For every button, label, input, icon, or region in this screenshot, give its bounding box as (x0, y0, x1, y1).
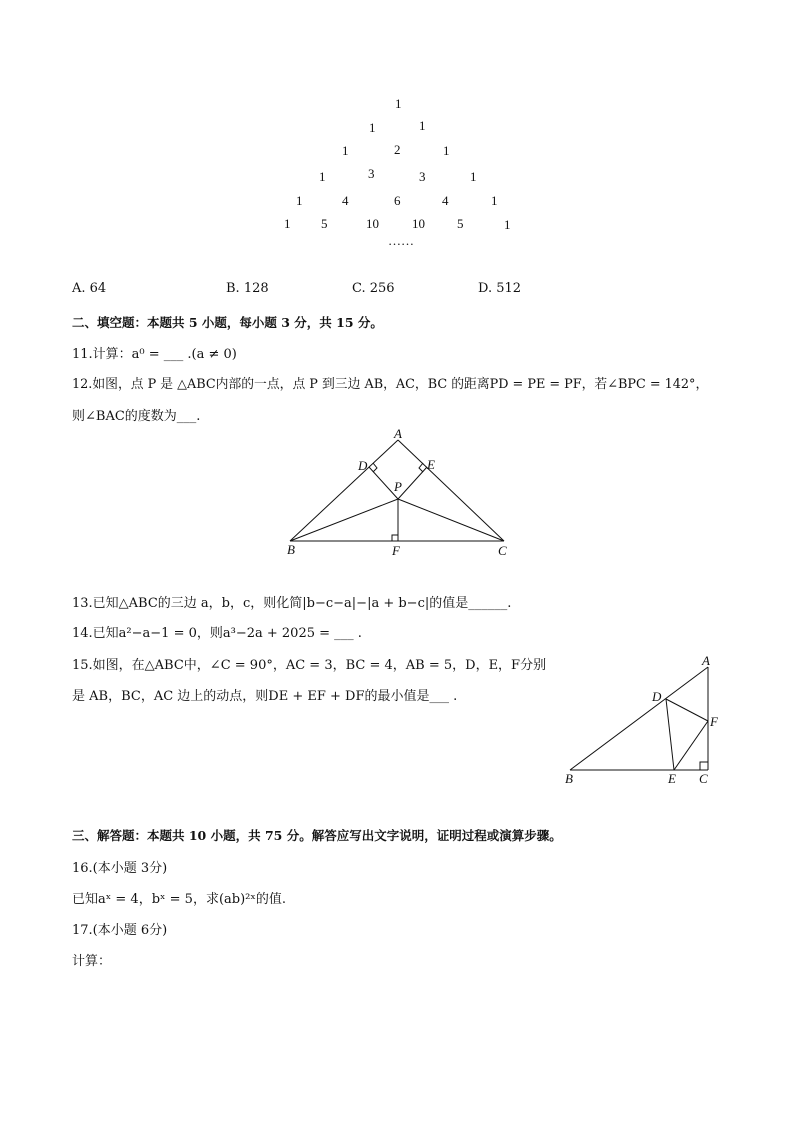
fig15-label-d: D (652, 689, 662, 704)
fig15-segment-df (666, 699, 708, 721)
fig12-label-d: D (358, 458, 368, 473)
section3-heading: 三、解答题：本题共 10 小题，共 75 分。解答应写出文字说明，证明过程或演算步骤。 (72, 828, 562, 843)
fig15-label-b: B (565, 771, 573, 786)
fig15-label-f: F (710, 714, 718, 729)
pascal-ellipsis: …… (388, 233, 414, 248)
pascal-r5-0: 1 (284, 216, 291, 231)
pascal-r5-1: 5 (321, 216, 328, 231)
q10-option-c: C. 256 (352, 281, 395, 296)
fig12-side-ab (290, 440, 398, 541)
q15-text-line2: 是 AB，BC，AC 边上的动点，则DE + EF + DF的最小值是___ . (72, 689, 458, 704)
fig12-side-ac (398, 440, 504, 541)
q16-title: 16.(本小题 3分) (72, 861, 168, 876)
fig15-right-angle-c (700, 762, 708, 770)
fig12-label-p: P (394, 479, 402, 494)
q11-text: 11.计算：a⁰ = ___ .(a ≠ 0) (72, 347, 237, 362)
q12-figure (280, 425, 530, 560)
fig15-label-e: E (668, 771, 676, 786)
pascal-r5-4: 5 (457, 216, 464, 231)
fig12-segment-pb (290, 499, 398, 541)
fig12-label-a: A (394, 426, 402, 441)
fig12-label-c: C (498, 543, 507, 558)
pascal-r2-2: 1 (443, 143, 450, 158)
q14-text: 14.已知a²−a−1 = 0，则a³−2a + 2025 = ___ . (72, 626, 362, 641)
q17-text: 计算： (72, 954, 112, 969)
fig12-right-angle-f (392, 535, 398, 541)
pascal-r4-4: 1 (491, 193, 498, 208)
q17-title: 17.(本小题 6分) (72, 923, 168, 938)
fig12-segment-pc (398, 499, 504, 541)
q15-text-line1: 15.如图，在△ABC中，∠C = 90°，AC = 3，BC = 4，AB = 5，D，E，F分别 (72, 658, 547, 673)
fig12-right-angle-d (373, 463, 377, 472)
section2-heading: 二、填空题：本题共 5 小题，每小题 3 分，共 15 分。 (72, 315, 383, 330)
fig15-segment-de (666, 699, 674, 770)
q10-option-a: A. 64 (72, 281, 107, 296)
pascal-r3-2: 3 (419, 169, 426, 184)
pascal-r5-5: 1 (504, 217, 511, 232)
pascal-r0-0: 1 (395, 96, 402, 111)
q13-text: 13.已知△ABC的三边 a，b，c，则化简|b−c−a|−|a + b−c|的值是______. (72, 596, 512, 611)
pascal-r4-0: 1 (296, 193, 303, 208)
fig12-right-angle-e (419, 463, 423, 472)
pascal-r3-1: 3 (368, 166, 375, 181)
q15-figure (560, 650, 730, 790)
q10-option-b: B. 128 (226, 281, 269, 296)
fig15-label-c: C (699, 771, 708, 786)
fig15-side-ab (570, 667, 708, 770)
pascal-r3-0: 1 (319, 169, 326, 184)
pascal-r4-1: 4 (342, 193, 349, 208)
pascal-r2-1: 2 (394, 142, 401, 157)
pascal-r3-3: 1 (470, 169, 477, 184)
pascal-r1-0: 1 (369, 120, 376, 135)
q12-text-line1: 12.如图，点 P 是 △ABC内部的一点，点 P 到三边 AB，AC，BC 的距离PD = PE = PF，若∠BPC = 142°， (72, 377, 709, 392)
q16-text: 已知aˣ = 4，bˣ = 5，求(ab)²ˣ的值. (72, 892, 287, 907)
q10-option-d: D. 512 (478, 281, 522, 296)
pascal-r1-1: 1 (419, 118, 426, 133)
pascal-r4-2: 6 (394, 193, 401, 208)
fig12-label-f: F (392, 543, 400, 558)
pascal-r4-3: 4 (442, 193, 449, 208)
fig15-segment-ef (674, 721, 708, 770)
pascal-r2-0: 1 (342, 143, 349, 158)
fig12-label-b: B (287, 542, 295, 557)
fig12-label-e: E (427, 457, 435, 472)
fig15-label-a: A (702, 653, 710, 668)
pascal-r5-3: 10 (412, 216, 425, 231)
q12-text-line2: 则∠BAC的度数为___. (72, 409, 201, 424)
pascal-r5-2: 10 (366, 216, 379, 231)
